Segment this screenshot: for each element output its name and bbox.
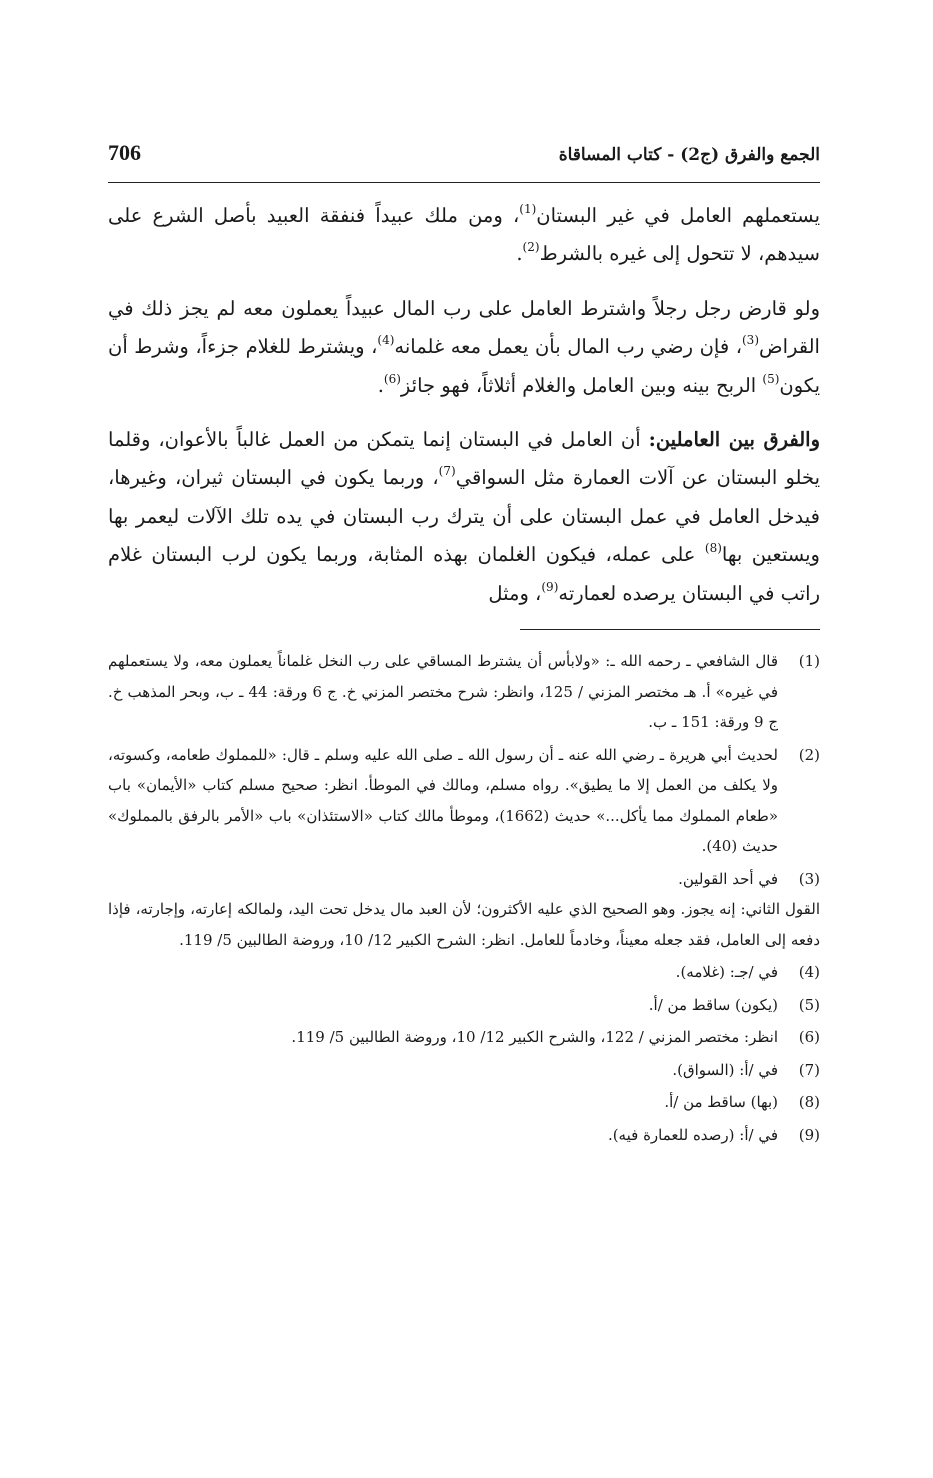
footnote-reference[interactable]: (7) [438, 464, 456, 479]
footnote-reference[interactable]: (9) [541, 579, 559, 594]
footnote-text [108, 957, 778, 988]
footnote-line: القول الثاني: إنه يجوز. وهو الصحيح الذي عليه الأكثرون؛ لأن العبد مال يدخل تحت اليد، ولمالكه إعارته، وإجارته، فإذا دفعه إلى العامل، فقد جعله معيناً، وخادماً للعامل. انظر: الشرح الكبير 12/ 10، وروضة الطالبين 5/ 119. [108, 900, 820, 949]
footnote-number: (7) [798, 1060, 820, 1079]
main-text [108, 197, 820, 613]
footnote [108, 646, 820, 738]
footnote [108, 864, 820, 956]
footnote-text [108, 864, 820, 956]
text-run: ، ومثل [488, 581, 542, 605]
text-run: على عمله، فيكون الغلمان بهذه المثابة، وربما يكون لرب البستان غلام راتب في البستان يرصده لعمارته [108, 543, 820, 605]
footnote-text [108, 1120, 778, 1151]
footnote-reference[interactable]: (2) [522, 240, 540, 255]
footnote-line: (يكون) ساقط من /أ. [648, 995, 778, 1014]
footnote-number: (2) [798, 745, 820, 764]
footnote-line: في أحد القولين. [678, 869, 778, 888]
footnote-reference[interactable]: (1) [519, 202, 537, 216]
footnote-line: في /أ: (رصده للعمارة فيه). [607, 1125, 778, 1144]
text-run: ولو قارض رجل رجلاً واشترط العامل على رب المال عبيداً يعملون معه لم يجز ذلك في القراض [108, 296, 820, 359]
footnote-number: (5) [798, 995, 820, 1014]
header-divider [108, 182, 820, 183]
footnote [108, 740, 820, 862]
footnote-list [108, 646, 820, 1150]
book-page [108, 138, 820, 1152]
text-run: ، وربما يكون في البستان ثيران، وغيرها، فيدخل العامل في عمل البستان على أن يترك رب البستان في يده تلك الآلات ليعمر بها ويستعين بها [108, 466, 820, 567]
footnote-text [108, 740, 778, 862]
body-paragraph [108, 421, 820, 613]
text-run: . [516, 242, 523, 266]
page-header [108, 138, 820, 180]
footnote-line: في /جـ: (غلامه). [675, 963, 778, 982]
paragraph-lead: والفرق بين العاملين: [648, 428, 820, 452]
footnote-line: قال الشافعي ـ رحمه الله ـ: «ولابأس أن يشترط المساقي على رب النخل غلماناً يعملون معه، ولا يستعملهم في غيره» أ. هـ مختصر المزني / 125، وانظر: شرح مختصر المزني خ. ج 6 ورقة: 44 ـ ب، وبحر المذهب خ. ج 9 ورقة: 151 ـ ب. [108, 652, 779, 732]
footnote-line: انظر: مختصر المزني / 122، والشرح الكبير 12/ 10، وروضة الطالبين 5/ 119. [291, 1028, 778, 1047]
text-run: يستعملهم العامل في غير البستان [536, 204, 820, 227]
running-title: الجمع والفرق (ج2) - كتاب المساقاة [558, 145, 820, 165]
footnote-text [108, 1055, 778, 1086]
footnote-number: (8) [798, 1093, 820, 1112]
footnote-reference[interactable]: (5) [762, 371, 780, 386]
footnote [108, 957, 820, 988]
footnote-number: (1) [798, 652, 820, 671]
text-run: ، ويشترط للغلام جزءاً، وشرط أن يكون [108, 335, 820, 397]
page-number: 706 [108, 140, 141, 165]
footnote-line: في /أ: (السواق). [672, 1060, 778, 1079]
footnote-divider [520, 629, 820, 630]
footnote [108, 1055, 820, 1086]
footnote-number: (6) [798, 1028, 820, 1047]
footnote-line: (بها) ساقط من /أ. [664, 1093, 778, 1112]
footnote [108, 1087, 820, 1118]
footnote-reference[interactable]: (3) [741, 333, 759, 348]
body-paragraph [108, 197, 820, 274]
footnote-text [108, 1087, 778, 1118]
footnote-reference[interactable]: (8) [704, 541, 722, 556]
footnote-text [108, 1022, 778, 1053]
footnote-line: لحديث أبي هريرة ـ رضي الله عنه ـ أن رسول الله ـ صلى الله عليه وسلم ـ قال: «للمملوك طعامه، وكسوته، ولا يكلف من العمل إلا ما يطيق». رواه مسلم، ومالك في الموطأ. انظر: صحيح مسلم كتاب «الأيمان» باب «طعام المملوك مما يأكل...» حديث (1662)، وموطأ مالك كتاب «الاستئذان» باب «الأمر بالرفق بالمملوك» حديث (40). [108, 745, 778, 856]
footnote [108, 990, 820, 1021]
footnote-reference[interactable]: (6) [383, 371, 401, 386]
body-paragraph [108, 290, 820, 405]
footnote-text [108, 646, 778, 738]
footnote [108, 1120, 820, 1151]
footnote-number: (3) [798, 869, 820, 888]
text-run: الربح بينه وبين العامل والغلام أثلاثاً، فهو جائز [400, 373, 763, 397]
text-run: ، ومن ملك عبيداً فنفقة العبيد بأصل الشرع على سيدهم، لا تتحول إلى غيره بالشرط [108, 204, 820, 266]
text-run: أن العامل في البستان إنما يتمكن من العمل غالباً بالأعوان، وقلما يخلو البستان عن آلات العمارة مثل السواقي [108, 428, 820, 490]
footnote-reference[interactable]: (4) [377, 333, 395, 348]
footnote [108, 1022, 820, 1053]
text-run: ، فإن رضي رب المال بأن يعمل معه غلمانه [394, 335, 742, 359]
text-run: . [377, 373, 384, 397]
footnote-number: (9) [798, 1125, 820, 1144]
footnote-number: (4) [798, 963, 820, 982]
footnote-text [108, 990, 778, 1021]
